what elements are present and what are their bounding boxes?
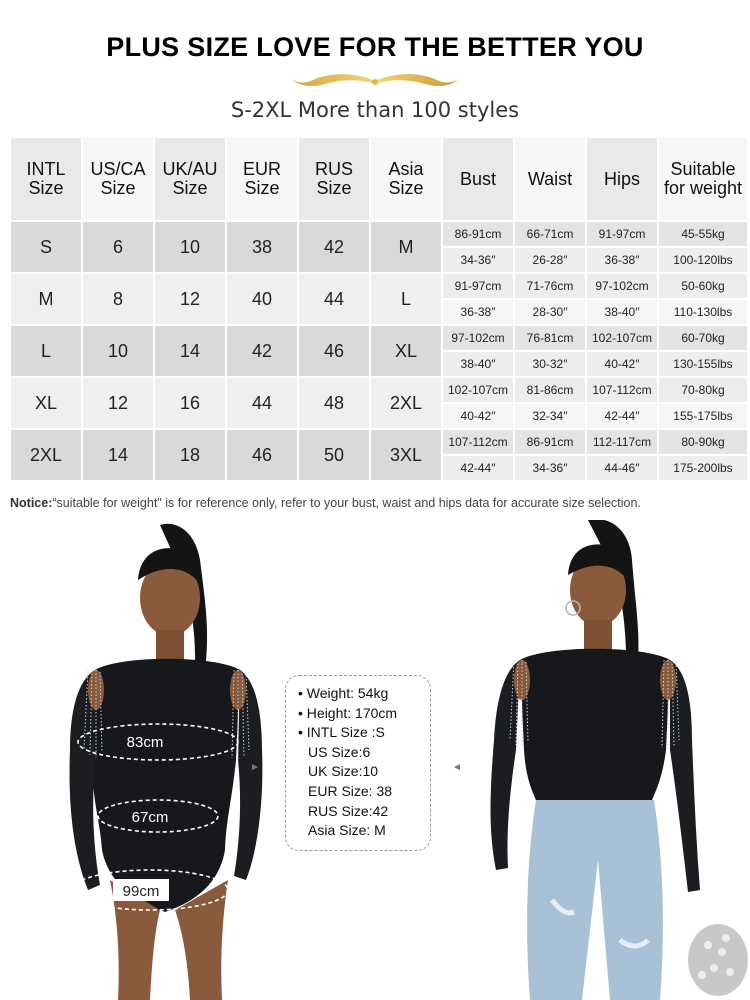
size-cell-asia: XL bbox=[371, 326, 441, 376]
model-bodysuit bbox=[520, 649, 670, 805]
column-header bbox=[587, 138, 657, 220]
measure-cell-hips-cm: 97-102cm bbox=[587, 274, 657, 298]
measure-cell-waist-in: 26-28″ bbox=[515, 248, 585, 272]
model-info-rus-size: RUS Size:42 bbox=[308, 802, 389, 819]
column-header bbox=[299, 138, 369, 220]
notice-text: “suitable for weight" is for reference only, refer to your bust, waist and hips data for accurate size selection. bbox=[52, 496, 641, 510]
size-cell-rus: 48 bbox=[299, 378, 369, 428]
measure-cell-hips-cm: 102-107cm bbox=[587, 326, 657, 350]
model-side-photo bbox=[470, 520, 750, 1000]
measure-cell-bust-in: 36-38″ bbox=[443, 300, 513, 324]
measure-cell-weight-kg: 60-70kg bbox=[659, 326, 747, 350]
gold-flourish-ornament bbox=[285, 70, 465, 92]
measure-cell-hips-in: 42-44″ bbox=[587, 404, 657, 428]
measure-cell-weight-kg: 50-60kg bbox=[659, 274, 747, 298]
measure-cell-waist-in: 30-32″ bbox=[515, 352, 585, 376]
column-header-line: US/CA bbox=[90, 159, 146, 179]
page-title: PLUS SIZE LOVE FOR THE BETTER YOU bbox=[106, 32, 644, 62]
measure-cell-hips-cm: 112-117cm bbox=[587, 430, 657, 454]
table-header-row bbox=[11, 138, 747, 220]
measure-cell-bust-in: 40-42″ bbox=[443, 404, 513, 428]
measure-cell-hips-cm: 107-112cm bbox=[587, 378, 657, 402]
measure-cell-waist-in: 28-30″ bbox=[515, 300, 585, 324]
measure-cell-weight-lbs: 155-175lbs bbox=[659, 404, 747, 428]
measure-cell-waist-cm: 86-91cm bbox=[515, 430, 585, 454]
measure-cell-waist-cm: 76-81cm bbox=[515, 326, 585, 350]
measure-cell-bust-cm: 91-97cm bbox=[443, 274, 513, 298]
size-cell-rus: 46 bbox=[299, 326, 369, 376]
measure-cell-waist-cm: 71-76cm bbox=[515, 274, 585, 298]
size-cell-us: 10 bbox=[83, 326, 153, 376]
measure-cell-bust-cm: 97-102cm bbox=[443, 326, 513, 350]
column-header-line: INTL bbox=[26, 159, 66, 179]
column-header-line: Size bbox=[172, 178, 208, 198]
arrow-left-icon: ◄ bbox=[452, 762, 462, 773]
model-info-uk-size: UK Size:10 bbox=[308, 763, 379, 780]
sizing-notice bbox=[10, 496, 745, 510]
measure-cell-waist-cm: 66-71cm bbox=[515, 222, 585, 246]
measure-cell-bust-in: 38-40″ bbox=[443, 352, 513, 376]
size-cell-uk: 18 bbox=[155, 430, 225, 480]
table-row bbox=[11, 326, 747, 350]
table-row bbox=[11, 430, 747, 454]
size-cell-eur: 44 bbox=[227, 378, 297, 428]
column-header-line: Hips bbox=[603, 168, 640, 189]
size-cell-uk: 10 bbox=[155, 222, 225, 272]
measure-cell-hips-cm: 91-97cm bbox=[587, 222, 657, 246]
size-cell-us: 8 bbox=[83, 274, 153, 324]
hips-measure-label: 99cm bbox=[122, 883, 160, 900]
measure-cell-bust-cm: 86-91cm bbox=[443, 222, 513, 246]
measure-cell-weight-lbs: 100-120lbs bbox=[659, 248, 747, 272]
size-cell-uk: 12 bbox=[155, 274, 225, 324]
column-header bbox=[659, 138, 747, 220]
column-header-line: Size bbox=[388, 178, 424, 198]
column-header-line: for weight bbox=[663, 178, 743, 198]
measure-cell-bust-cm: 107-112cm bbox=[443, 430, 513, 454]
size-cell-eur: 38 bbox=[227, 222, 297, 272]
size-cell-rus: 44 bbox=[299, 274, 369, 324]
measure-cell-bust-cm: 102-107cm bbox=[443, 378, 513, 402]
model-info-weight: • Weight: 54kg bbox=[298, 685, 389, 701]
column-header-line: Suitable bbox=[670, 159, 736, 179]
size-cell-uk: 14 bbox=[155, 326, 225, 376]
size-cell-uk: 16 bbox=[155, 378, 225, 428]
measure-cell-hips-in: 36-38″ bbox=[587, 248, 657, 272]
table-row bbox=[11, 222, 747, 246]
size-cell-rus: 50 bbox=[299, 430, 369, 480]
size-cell-eur: 42 bbox=[227, 326, 297, 376]
measure-cell-weight-lbs: 130-155lbs bbox=[659, 352, 747, 376]
measure-cell-hips-in: 40-42″ bbox=[587, 352, 657, 376]
measure-cell-weight-lbs: 110-130lbs bbox=[659, 300, 747, 324]
page-subtitle: S-2XL More than 100 styles bbox=[230, 98, 520, 122]
measure-cell-bust-in: 42-44″ bbox=[443, 456, 513, 480]
model-info-us-size: US Size:6 bbox=[308, 743, 371, 760]
size-cell-intl: 2XL bbox=[11, 430, 81, 480]
model-front-photo bbox=[0, 520, 270, 1000]
column-header bbox=[11, 138, 81, 220]
column-header bbox=[155, 138, 225, 220]
column-header bbox=[443, 138, 513, 220]
table-row bbox=[11, 274, 747, 298]
size-cell-intl: XL bbox=[11, 378, 81, 428]
measure-cell-weight-lbs: 175-200lbs bbox=[659, 456, 747, 480]
size-cell-us: 14 bbox=[83, 430, 153, 480]
column-header-line: Size bbox=[316, 178, 352, 198]
column-header-line: Size bbox=[244, 178, 280, 198]
measure-cell-bust-in: 34-36″ bbox=[443, 248, 513, 272]
size-cell-asia: M bbox=[371, 222, 441, 272]
size-cell-asia: L bbox=[371, 274, 441, 324]
size-cell-intl: M bbox=[11, 274, 81, 324]
size-cell-eur: 46 bbox=[227, 430, 297, 480]
model-info-eur-size: EUR Size: 38 bbox=[308, 782, 393, 799]
table-row bbox=[11, 378, 747, 402]
measure-cell-waist-in: 32-34″ bbox=[515, 404, 585, 428]
model-info-asia-size: Asia Size: M bbox=[308, 822, 386, 839]
column-header-line: Asia bbox=[388, 159, 424, 179]
sequin-bag bbox=[688, 924, 748, 996]
measure-cell-waist-cm: 81-86cm bbox=[515, 378, 585, 402]
column-header bbox=[83, 138, 153, 220]
size-cell-us: 12 bbox=[83, 378, 153, 428]
size-cell-asia: 2XL bbox=[371, 378, 441, 428]
column-header-line: Size bbox=[100, 178, 136, 198]
measure-cell-weight-kg: 45-55kg bbox=[659, 222, 747, 246]
measure-cell-hips-in: 38-40″ bbox=[587, 300, 657, 324]
column-header-line: EUR bbox=[242, 159, 281, 179]
waist-measure-label: 67cm bbox=[131, 809, 169, 826]
arrow-right-icon: ► bbox=[250, 762, 260, 773]
measure-cell-weight-kg: 70-80kg bbox=[659, 378, 747, 402]
model-info-box bbox=[285, 675, 431, 851]
bust-measure-label: 83cm bbox=[126, 734, 164, 751]
size-cell-intl: S bbox=[11, 222, 81, 272]
size-cell-eur: 40 bbox=[227, 274, 297, 324]
size-cell-intl: L bbox=[11, 326, 81, 376]
column-header-line: Size bbox=[28, 178, 64, 198]
column-header-line: Waist bbox=[527, 168, 573, 189]
column-header bbox=[371, 138, 441, 220]
column-header bbox=[515, 138, 585, 220]
measure-cell-weight-kg: 80-90kg bbox=[659, 430, 747, 454]
measure-cell-hips-in: 44-46″ bbox=[587, 456, 657, 480]
column-header-line: Bust bbox=[459, 168, 497, 189]
column-header-line: RUS bbox=[314, 159, 353, 179]
column-header-line: UK/AU bbox=[162, 159, 218, 179]
model-info-height: • Height: 170cm bbox=[298, 704, 398, 721]
size-cell-us: 6 bbox=[83, 222, 153, 272]
model-info-intl-size: • INTL Size :S bbox=[298, 724, 385, 741]
size-cell-asia: 3XL bbox=[371, 430, 441, 480]
column-header bbox=[227, 138, 297, 220]
size-chart-table bbox=[9, 136, 749, 482]
notice-label: Notice: bbox=[10, 496, 53, 510]
size-cell-rus: 42 bbox=[299, 222, 369, 272]
measure-cell-waist-in: 34-36″ bbox=[515, 456, 585, 480]
